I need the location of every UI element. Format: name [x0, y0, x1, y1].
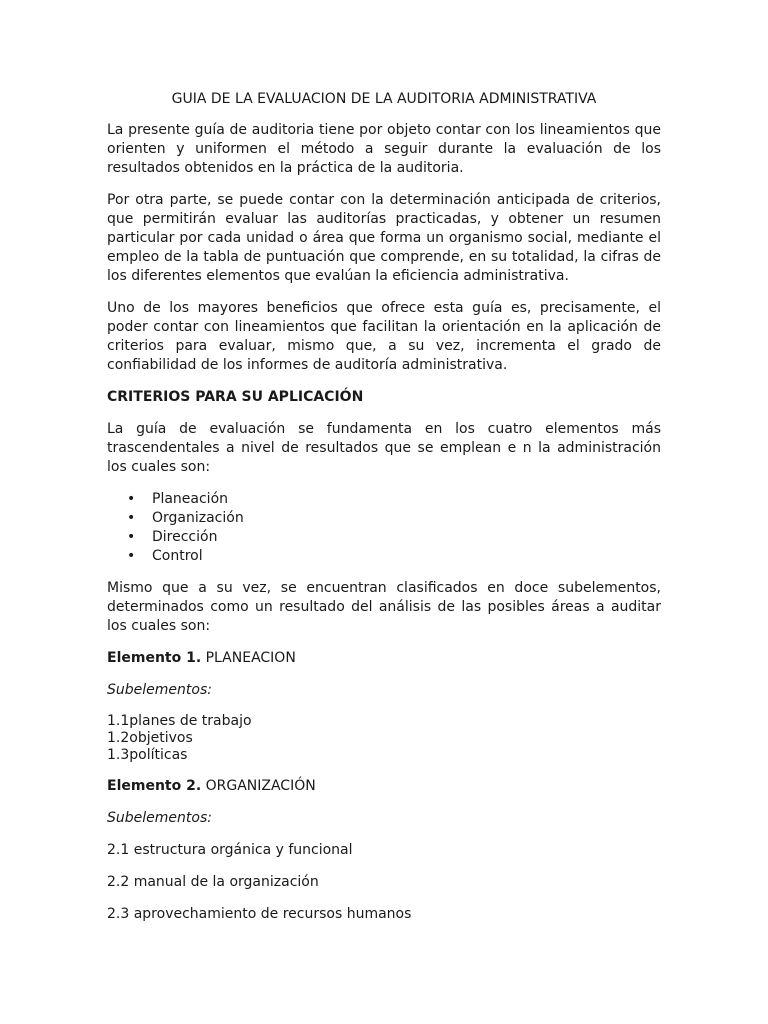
- list-item-label: Control: [152, 548, 203, 564]
- elements-list: [107, 490, 661, 566]
- list-item: [107, 547, 661, 566]
- list-item: 2.3 aprovechamiento de recursos humanos: [107, 906, 412, 922]
- element-1-heading: [107, 649, 661, 668]
- list-item: 2.1 estructura orgánica y funcional: [107, 842, 353, 858]
- element-1-label: Elemento 1.: [107, 650, 202, 666]
- element-1-subelements-label: Subelementos:: [107, 682, 212, 698]
- bullet-icon: •: [127, 529, 136, 545]
- list-item: [107, 528, 661, 547]
- list-item: 1.1planes de trabajo: [107, 713, 252, 729]
- list-item: 2.2 manual de la organización: [107, 874, 319, 890]
- element-2-name: ORGANIZACIÓN: [205, 778, 316, 794]
- element-2-heading: [107, 777, 661, 796]
- criteria-heading: CRITERIOS PARA SU APLICACIÓN: [107, 389, 364, 405]
- list-item: 1.3políticas: [107, 747, 188, 763]
- element-1-name: PLANEACION: [205, 650, 296, 666]
- list-item-label: Organización: [152, 510, 244, 526]
- list-item: 1.2objetivos: [107, 730, 193, 746]
- document-title: GUIA DE LA EVALUACION DE LA AUDITORIA ADMINISTRATIVA: [171, 91, 597, 107]
- bullet-icon: •: [127, 548, 136, 564]
- paragraph-criteria: Por otra parte, se puede contar con la determinación anticipada de criterios, que permitirán evaluar las auditorías practicadas, y obtener un resumen particular por cada unidad o área que forma un organismo social, mediante el empleo de la tabla de puntuación que comprende, en su totalidad, la cifras de los diferentes elementos que evalúan la eficiencia administrativa.: [107, 192, 661, 284]
- criteria-intro: La guía de evaluación se fundamenta en los cuatro elementos más trascendentales a nivel de resultados que se emplean e n la administración los cuales son:: [107, 421, 661, 475]
- classification-text: Mismo que a su vez, se encuentran clasificados en doce subelementos, determinados como un resultado del análisis de las posibles áreas a auditar los cuales son:: [107, 580, 661, 634]
- list-item: [107, 490, 661, 509]
- bullet-icon: •: [127, 510, 136, 526]
- paragraph-benefits: Uno de los mayores beneficios que ofrece esta guía es, precisamente, el poder contar con lineamientos que facilitan la orientación en la aplicación de criterios para evaluar, mismo que, a su vez, incrementa el grado de confiabilidad de los informes de auditoría administrativa.: [107, 300, 661, 373]
- list-item-label: Dirección: [152, 529, 218, 545]
- element-1-subelements-list: [107, 713, 661, 764]
- document-body: [107, 90, 661, 924]
- paragraph-intro: La presente guía de auditoria tiene por objeto contar con los lineamientos que orienten y uniformen el método a seguir durante la evaluación de los resultados obtenidos en la práctica de la auditoria.: [107, 122, 661, 176]
- element-2-label: Elemento 2.: [107, 778, 202, 794]
- list-item-label: Planeación: [152, 491, 229, 507]
- list-item: [107, 509, 661, 528]
- element-2-subelements-label: Subelementos:: [107, 810, 212, 826]
- bullet-icon: •: [127, 491, 136, 507]
